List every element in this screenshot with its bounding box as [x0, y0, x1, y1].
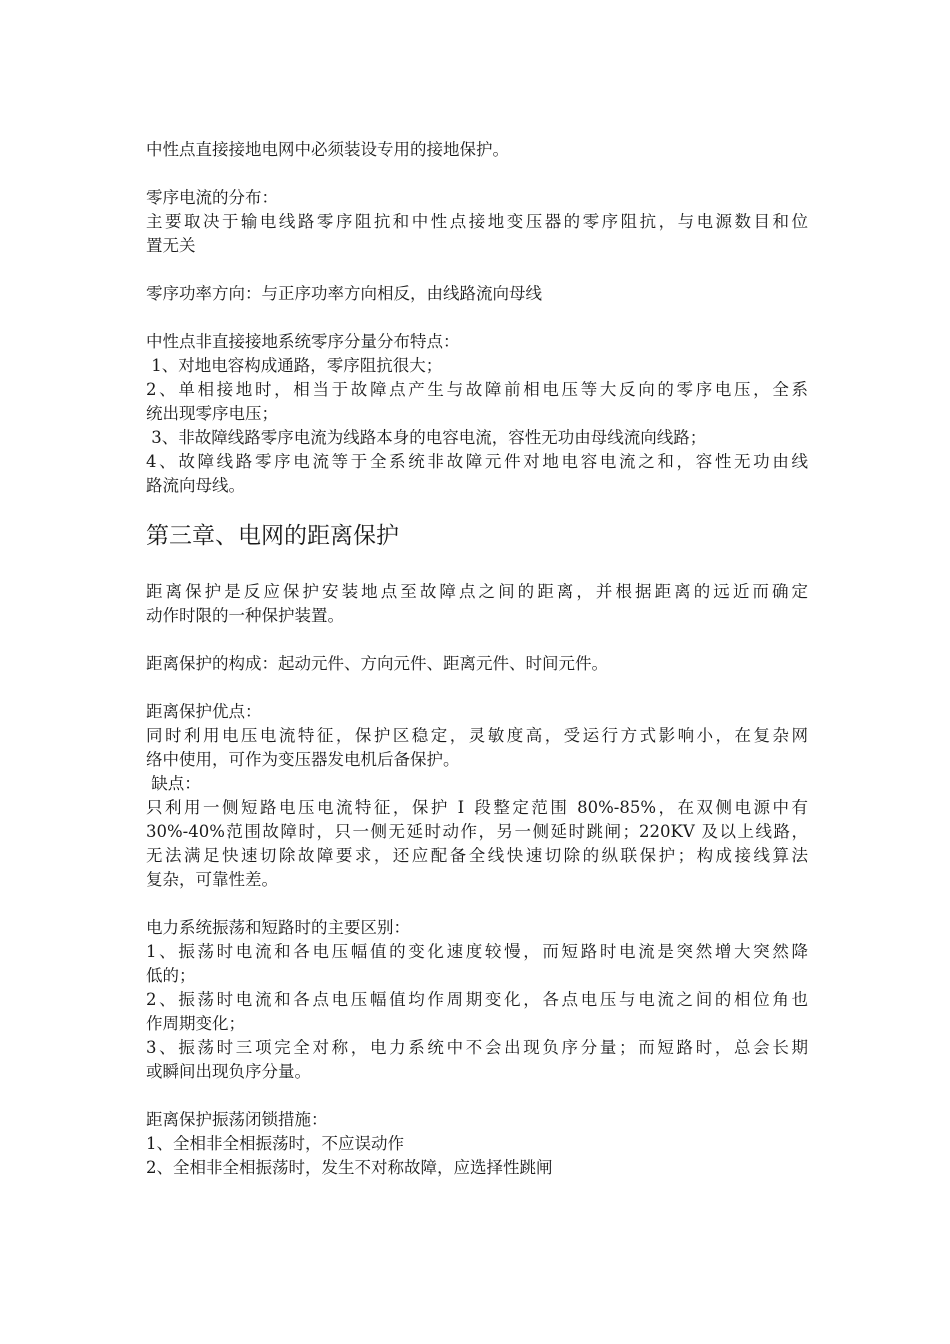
paragraph-spacer	[146, 892, 808, 916]
paragraph-text: 置无关	[146, 236, 196, 255]
list-item: 1、全相非全相振荡时，不应误动作	[146, 1134, 404, 1153]
list-item-continued: 统出现零序电压；	[146, 404, 278, 423]
section-label: 中性点非直接接地系统零序分量分布特点：	[146, 332, 460, 351]
list-item-continued: 作周期变化；	[146, 1014, 245, 1033]
list-item-continued: 或瞬间出现负序分量。	[146, 1062, 311, 1081]
paragraph-text: 只利用一侧短路电压电流特征，保护 Ⅰ 段整定范围 80%-85%，在双侧电源中有	[146, 798, 808, 817]
paragraph-text: 距离保护的构成：起动元件、方向元件、距离元件、时间元件。	[146, 654, 608, 673]
paragraph-spacer	[146, 306, 808, 330]
section-label: 距离保护优点：	[146, 702, 262, 721]
paragraph-text: 主要取决于输电线路零序阻抗和中性点接地变压器的零序阻抗，与电源数目和位	[146, 212, 808, 231]
paragraph-text: 零序功率方向：与正序功率方向相反，由线路流向母线	[146, 284, 542, 303]
list-item: 2、全相非全相振荡时，发生不对称故障，应选择性跳闸	[146, 1158, 553, 1177]
list-item: 3、振荡时三项完全对称，电力系统中不会出现负序分量；而短路时，总会长期	[146, 1038, 808, 1057]
section-label: 电力系统振荡和短路时的主要区别：	[146, 918, 410, 937]
paragraph-text: 络中使用，可作为变压器发电机后备保护。	[146, 750, 460, 769]
top-margin	[146, 0, 808, 138]
paragraph-text: 30%-40%范围故障时，只一侧无延时动作，另一侧延时跳闸；220KV 及以上线路，	[146, 822, 808, 841]
paragraph-text: 中性点直接接地电网中必须装设专用的接地保护。	[146, 140, 509, 159]
list-item: 1、对地电容构成通路，零序阻抗很大；	[146, 356, 443, 375]
heading-spacer	[146, 498, 808, 520]
list-item: 4、故障线路零序电流等于全系统非故障元件对地电容电流之和，容性无功由线	[146, 452, 808, 471]
section-label: 零序电流的分布：	[146, 188, 278, 207]
paragraph-spacer	[146, 258, 808, 282]
paragraph-spacer	[146, 162, 808, 186]
paragraph-text: 同时利用电压电流特征，保护区稳定，灵敏度高，受运行方式影响小，在复杂网	[146, 726, 808, 745]
list-item-continued: 路流向母线。	[146, 476, 245, 495]
paragraph-spacer	[146, 1084, 808, 1108]
list-item: 2、振荡时电流和各点电压幅值均作周期变化，各点电压与电流之间的相位角也	[146, 990, 808, 1009]
paragraph-text: 无法满足快速切除故障要求，还应配备全线快速切除的纵联保护；构成接线算法	[146, 846, 808, 865]
paragraph-spacer	[146, 628, 808, 652]
paragraph-text: 动作时限的一种保护装置。	[146, 606, 344, 625]
list-item: 3、非故障线路零序电流为线路本身的电容电流，容性无功由母线流向线路；	[146, 428, 707, 447]
section-label: 距离保护振荡闭锁措施：	[146, 1110, 328, 1129]
list-item: 1、振荡时电流和各电压幅值的变化速度较慢，而短路时电流是突然增大突然降	[146, 942, 808, 961]
paragraph-spacer	[146, 676, 808, 700]
paragraph-text: 距离保护是反应保护安装地点至故障点之间的距离，并根据距离的远近而确定	[146, 582, 808, 601]
heading-spacer	[146, 552, 808, 580]
chapter-heading: 第三章、电网的距离保护	[146, 523, 399, 549]
paragraph-text: 复杂，可靠性差。	[146, 870, 278, 889]
section-label: 缺点：	[146, 774, 201, 793]
list-item-continued: 低的；	[146, 966, 196, 985]
document-body	[146, 0, 808, 1180]
list-item: 2、单相接地时，相当于故障点产生与故障前相电压等大反向的零序电压，全系	[146, 380, 808, 399]
